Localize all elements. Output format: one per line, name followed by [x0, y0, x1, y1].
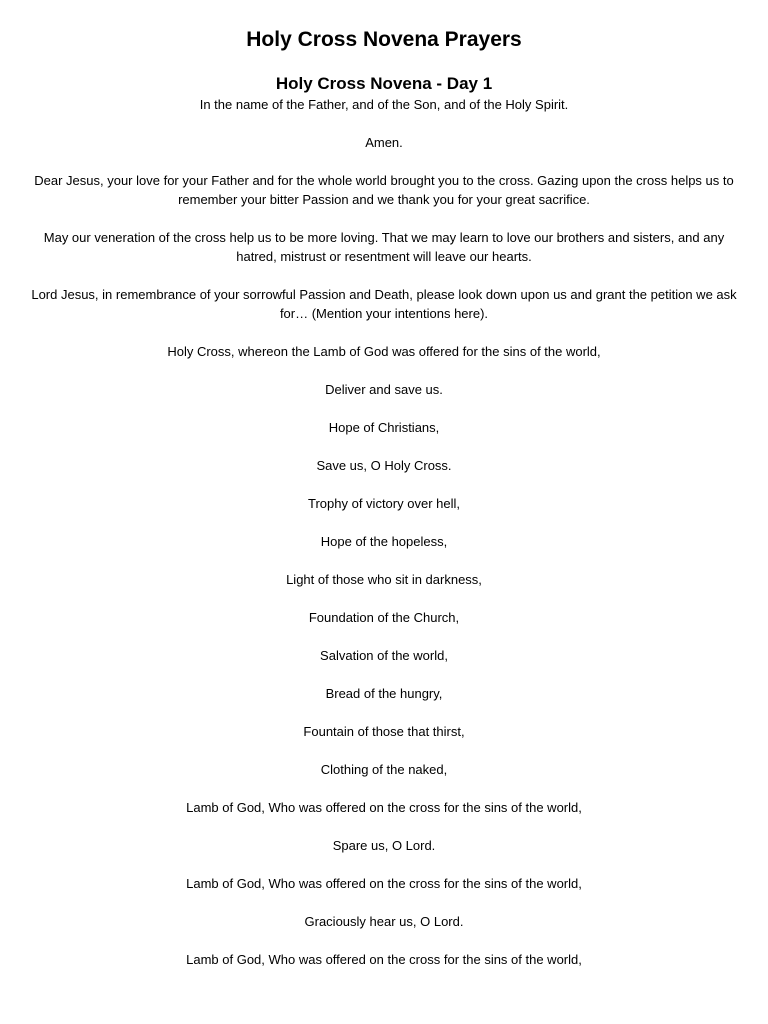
- agnus-dei-line: Lamb of God, Who was offered on the cross for the sins of the world,: [186, 800, 582, 815]
- litany-response: Deliver and save us.: [325, 382, 443, 397]
- prayer-body: [24, 95, 744, 969]
- paragraph-dear-jesus: Dear Jesus, your love for your Father and for the whole world brought you to the cross. Gazing upon the cross helps us to remember your bitter Passion and we thank you for your great sacrifice.: [34, 173, 734, 207]
- litany-line: Salvation of the world,: [320, 648, 448, 663]
- paragraph-invocation: In the name of the Father, and of the Son, and of the Holy Spirit.: [199, 97, 569, 112]
- litany-line: Holy Cross, whereon the Lamb of God was offered for the sins of the world,: [167, 344, 601, 359]
- paragraph-veneration: May our veneration of the cross help us to be more loving. That we may learn to love our brothers and sisters, and any hatred, mistrust or resentment will leave our hearts.: [43, 230, 725, 264]
- agnus-dei-line: Lamb of God, Who was offered on the cross for the sins of the world,: [186, 876, 582, 891]
- litany-line: Bread of the hungry,: [325, 686, 443, 701]
- page-title: Holy Cross Novena Prayers: [246, 28, 522, 51]
- agnus-dei-response: Graciously hear us, O Lord.: [304, 914, 464, 929]
- litany-line: Clothing of the naked,: [320, 762, 448, 777]
- litany-line: Fountain of those that thirst,: [303, 724, 465, 739]
- section-title: Holy Cross Novena - Day 1: [275, 74, 493, 93]
- litany-line: Hope of Christians,: [328, 420, 440, 435]
- paragraph-petition: Lord Jesus, in remembrance of your sorrowful Passion and Death, please look down upon us and grant the petition we ask for… (Mention your intentions here).: [31, 287, 737, 321]
- litany-line: Foundation of the Church,: [308, 610, 460, 625]
- litany-response: Save us, O Holy Cross.: [316, 458, 452, 473]
- paragraph-amen: Amen.: [365, 135, 403, 150]
- agnus-dei-line: Lamb of God, Who was offered on the cross for the sins of the world,: [186, 952, 582, 967]
- agnus-dei-response: Spare us, O Lord.: [332, 838, 436, 853]
- litany-line: Trophy of victory over hell,: [308, 496, 460, 511]
- litany-line: Hope of the hopeless,: [320, 534, 448, 549]
- litany-line: Light of those who sit in darkness,: [286, 572, 482, 587]
